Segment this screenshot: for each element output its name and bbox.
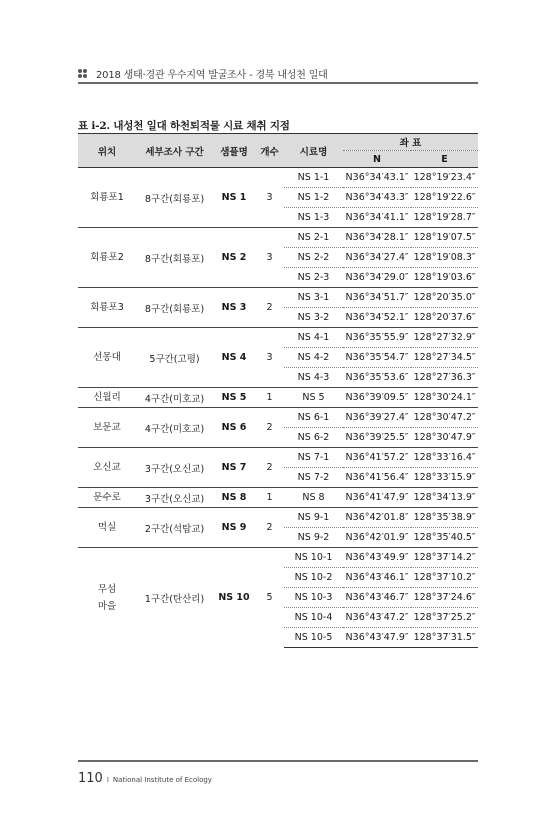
page-number: 110 [78, 771, 103, 786]
section-cell: 1구간(탄산리) [136, 548, 213, 648]
count-cell: 2 [255, 448, 284, 488]
longitude-cell: 128°27′32.9″ [411, 328, 478, 348]
sample-cell: NS 6 [213, 408, 255, 448]
longitude-cell: 128°33′16.4″ [411, 448, 478, 468]
specimen-cell: NS 9-1 [284, 508, 343, 528]
latitude-cell: N36°41′47.9″ [343, 488, 411, 508]
table-row [78, 388, 478, 408]
sample-cell: NS 5 [213, 388, 255, 408]
latitude-cell: N36°34′41.1″ [343, 208, 411, 228]
latitude-cell: N36°35′55.9″ [343, 328, 411, 348]
header-rule [78, 82, 478, 84]
section-cell: 4구간(미호교) [136, 388, 213, 408]
table-row [78, 488, 478, 508]
longitude-cell: 128°35′40.5″ [411, 528, 478, 548]
specimen-cell: NS 6-1 [284, 408, 343, 428]
latitude-cell: N36°43′47.2″ [343, 608, 411, 628]
footer-separator: I [106, 776, 109, 784]
col-header-count: 개수 [255, 134, 284, 168]
latitude-cell: N36°34′29.0″ [343, 268, 411, 288]
sample-cell: NS 1 [213, 168, 255, 228]
latitude-cell: N36°43′46.7″ [343, 588, 411, 608]
specimen-cell: NS 2-2 [284, 248, 343, 268]
location-cell: 신월리 [78, 388, 136, 408]
latitude-cell: N36°41′57.2″ [343, 448, 411, 468]
table-row [78, 508, 478, 528]
location-cell: 회룡포3 [78, 288, 136, 328]
count-cell: 2 [255, 288, 284, 328]
longitude-cell: 128°37′31.5″ [411, 628, 478, 648]
specimen-cell: NS 1-1 [284, 168, 343, 188]
latitude-cell: N36°43′49.9″ [343, 548, 411, 568]
location-cell: 보문교 [78, 408, 136, 448]
longitude-cell: 128°19′03.6″ [411, 268, 478, 288]
longitude-cell: 128°19′28.7″ [411, 208, 478, 228]
longitude-cell: 128°27′36.3″ [411, 368, 478, 388]
specimen-cell: NS 2-3 [284, 268, 343, 288]
longitude-cell: 128°33′15.9″ [411, 468, 478, 488]
sample-cell: NS 2 [213, 228, 255, 288]
sample-cell: NS 9 [213, 508, 255, 548]
specimen-cell: NS 8 [284, 488, 343, 508]
col-header-sample: 샘플명 [213, 134, 255, 168]
latitude-cell: N36°39′25.5″ [343, 428, 411, 448]
col-header-e: E [411, 151, 478, 168]
section-cell: 2구간(석탑교) [136, 508, 213, 548]
longitude-cell: 128°27′34.5″ [411, 348, 478, 368]
location-cell: 회룡포2 [78, 228, 136, 288]
col-header-location: 위치 [78, 134, 136, 168]
table-row [78, 548, 478, 568]
count-cell: 3 [255, 228, 284, 288]
col-header-n: N [343, 151, 411, 168]
institute-name: National Institute of Ecology [112, 776, 212, 784]
sample-cell: NS 3 [213, 288, 255, 328]
table-row [78, 228, 478, 248]
specimen-cell: NS 3-1 [284, 288, 343, 308]
sampling-table [78, 133, 478, 648]
latitude-cell: N36°42′01.8″ [343, 508, 411, 528]
specimen-cell: NS 3-2 [284, 308, 343, 328]
sample-cell: NS 8 [213, 488, 255, 508]
specimen-cell: NS 4-1 [284, 328, 343, 348]
longitude-cell: 128°37′24.6″ [411, 588, 478, 608]
latitude-cell: N36°34′43.3″ [343, 188, 411, 208]
longitude-cell: 128°19′23.4″ [411, 168, 478, 188]
longitude-cell: 128°19′08.3″ [411, 248, 478, 268]
sample-cell: NS 10 [213, 548, 255, 648]
latitude-cell: N36°39′09.5″ [343, 388, 411, 408]
section-cell: 8구간(회룡포) [136, 168, 213, 228]
specimen-cell: NS 4-3 [284, 368, 343, 388]
specimen-cell: NS 4-2 [284, 348, 343, 368]
col-header-coords: 좌 표 [343, 134, 478, 151]
longitude-cell: 128°19′22.6″ [411, 188, 478, 208]
longitude-cell: 128°35′38.9″ [411, 508, 478, 528]
latitude-cell: N36°35′53.6″ [343, 368, 411, 388]
specimen-cell: NS 2-1 [284, 228, 343, 248]
running-header [78, 66, 328, 81]
location-cell: 오신교 [78, 448, 136, 488]
location-cell: 선몽대 [78, 328, 136, 388]
sample-cell: NS 7 [213, 448, 255, 488]
page-footer [78, 771, 212, 786]
location-cell: 문수로 [78, 488, 136, 508]
section-cell: 3구간(오신교) [136, 448, 213, 488]
latitude-cell: N36°39′27.4″ [343, 408, 411, 428]
specimen-cell: NS 10-1 [284, 548, 343, 568]
count-cell: 5 [255, 548, 284, 648]
specimen-cell: NS 5 [284, 388, 343, 408]
count-cell: 3 [255, 168, 284, 228]
count-cell: 2 [255, 508, 284, 548]
specimen-cell: NS 10-4 [284, 608, 343, 628]
latitude-cell: N36°41′56.4″ [343, 468, 411, 488]
specimen-cell: NS 9-2 [284, 528, 343, 548]
longitude-cell: 128°19′07.5″ [411, 228, 478, 248]
specimen-cell: NS 10-5 [284, 628, 343, 648]
table-row [78, 408, 478, 428]
table-row [78, 288, 478, 308]
bullet-dots-icon [78, 69, 90, 79]
longitude-cell: 128°37′14.2″ [411, 548, 478, 568]
specimen-cell: NS 10-2 [284, 568, 343, 588]
latitude-cell: N36°42′01.9″ [343, 528, 411, 548]
count-cell: 1 [255, 488, 284, 508]
section-cell: 5구간(고평) [136, 328, 213, 388]
location-cell: 회룡포1 [78, 168, 136, 228]
table-row [78, 328, 478, 348]
location-cell: 먹실 [78, 508, 136, 548]
section-cell: 3구간(오신교) [136, 488, 213, 508]
header-title: 2018 생태·경관 우수지역 발굴조사 - 경북 내성천 일대 [96, 70, 328, 81]
count-cell: 2 [255, 408, 284, 448]
section-cell: 8구간(회룡포) [136, 228, 213, 288]
count-cell: 3 [255, 328, 284, 388]
col-header-specimen: 시료명 [284, 134, 343, 168]
location-cell: 무섬 마을 [78, 548, 136, 648]
section-cell: 8구간(회룡포) [136, 288, 213, 328]
table-row [78, 448, 478, 468]
specimen-cell: NS 10-3 [284, 588, 343, 608]
table-row [78, 168, 478, 188]
longitude-cell: 128°30′47.2″ [411, 408, 478, 428]
col-header-section: 세부조사 구간 [136, 134, 213, 168]
longitude-cell: 128°20′35.0″ [411, 288, 478, 308]
latitude-cell: N36°34′52.1″ [343, 308, 411, 328]
longitude-cell: 128°37′10.2″ [411, 568, 478, 588]
longitude-cell: 128°37′25.2″ [411, 608, 478, 628]
specimen-cell: NS 1-3 [284, 208, 343, 228]
specimen-cell: NS 1-2 [284, 188, 343, 208]
latitude-cell: N36°34′51.7″ [343, 288, 411, 308]
latitude-cell: N36°34′43.1″ [343, 168, 411, 188]
sample-cell: NS 4 [213, 328, 255, 388]
specimen-cell: NS 7-2 [284, 468, 343, 488]
latitude-cell: N36°43′46.1″ [343, 568, 411, 588]
latitude-cell: N36°35′54.7″ [343, 348, 411, 368]
latitude-cell: N36°34′28.1″ [343, 228, 411, 248]
table-body [78, 168, 478, 648]
footer-rule [78, 760, 478, 762]
specimen-cell: NS 6-2 [284, 428, 343, 448]
section-cell: 4구간(미호교) [136, 408, 213, 448]
latitude-cell: N36°43′47.9″ [343, 628, 411, 648]
longitude-cell: 128°30′24.1″ [411, 388, 478, 408]
specimen-cell: NS 7-1 [284, 448, 343, 468]
latitude-cell: N36°34′27.4″ [343, 248, 411, 268]
longitude-cell: 128°20′37.6″ [411, 308, 478, 328]
count-cell: 1 [255, 388, 284, 408]
longitude-cell: 128°30′47.9″ [411, 428, 478, 448]
table-caption: 표 ⅰ-2. 내성천 일대 하천퇴적물 시료 채취 지점 [78, 120, 290, 132]
longitude-cell: 128°34′13.9″ [411, 488, 478, 508]
